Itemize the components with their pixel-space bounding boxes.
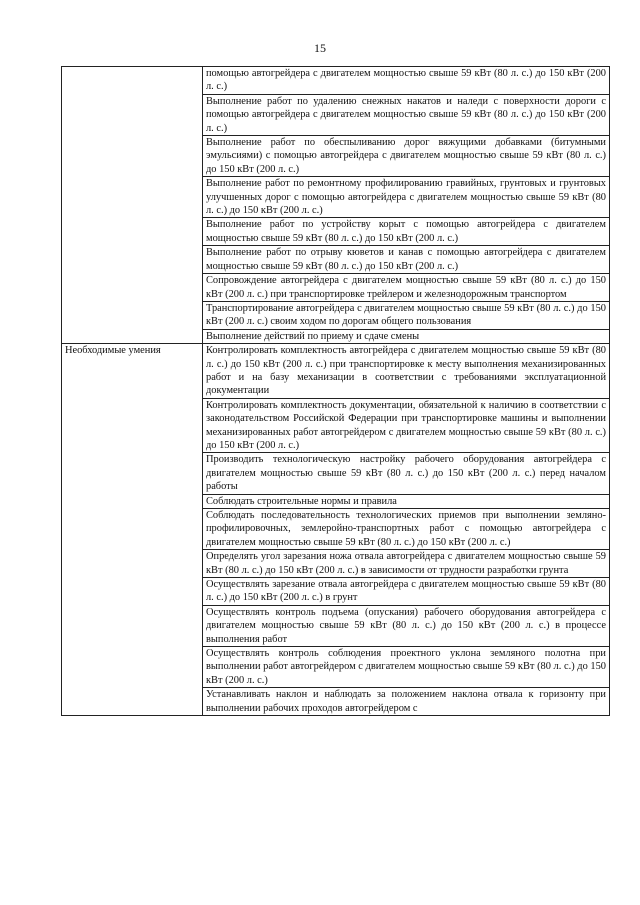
table-cell: Выполнение работ по удалению снежных накатов и наледи с поверхности дороги с помощью автогрейдера с двигателем мощностью свыше 59 кВт (80 л. с.) до 150 кВт (200 л. с.) [203,94,610,135]
table-cell: Контролировать комплектность документации, обязательной к наличию в соответствии с законодательством Российской Федерации при транспортировке машины и выполнении механизированных работ автогрейдером с двигателем мощностью свыше 59 кВт (80 л. с.) до 150 кВт (200 л. с.) [203,398,610,453]
skills-label: Необходимые умения [62,344,203,716]
table-cell: Определять угол зарезания ножа отвала автогрейдера с двигателем мощностью свыше 59 кВт (80 л. с.) до 150 кВт (200 л. с.) в зависимости от трудности разработки грунта [203,550,610,578]
table-cell: Выполнение работ по ремонтному профилированию гравийных, грунтовых и грунтовых улучшенных дорог с помощью автогрейдера с двигателем мощностью свыше 59 кВт (80 л. с.) до 150 кВт (200 л. с.) [203,177,610,218]
table-cell: Сопровождение автогрейдера с двигателем мощностью свыше 59 кВт (80 л. с.) до 150 кВт (200 л. с.) при транспортировке трейлером и железнодорожным транспортом [203,274,610,302]
table-cell: Производить технологическую настройку рабочего оборудования автогрейдера с двигателем мощностью свыше 59 кВт (80 л. с.) до 150 кВт (200 л. с.) перед началом работы [203,453,610,494]
table-cell: Устанавливать наклон и наблюдать за положением наклона отвала к горизонту при выполнении рабочих проходов автогрейдером с [203,688,610,716]
label-cell-empty [62,67,203,344]
table-cell: Осуществлять зарезание отвала автогрейдера с двигателем мощностью свыше 59 кВт (80 л. с.) до 150 кВт (200 л. с.) в грунт [203,578,610,606]
table-cell: Контролировать комплектность автогрейдера с двигателем мощностью свыше 59 кВт (80 л. с.) до 150 кВт (200 л. с.) при транспортировке к месту выполнения механизированных работ и на базу механизации в соответствии с требованиями эксплуатационной документации [203,344,610,399]
table-row [62,344,610,399]
table-cell: Транспортирование автогрейдера с двигателем мощностью свыше 59 кВт (80 л. с.) до 150 кВт (200 л. с.) своим ходом по дорогам общего пользования [203,301,610,329]
requirements-table [61,66,610,716]
table-cell: Соблюдать строительные нормы и правила [203,494,610,508]
table-cell: Выполнение действий по приему и сдаче смены [203,329,610,343]
table-cell: Выполнение работ по обеспыливанию дорог вяжущими добавками (битумными эмульсиями) с помощью автогрейдера с двигателем мощностью свыше 59 кВт (80 л. с.) до 150 кВт (200 л. с.) [203,136,610,177]
table-cell: Осуществлять контроль подъема (опускания) рабочего оборудования автогрейдера с двигателем мощностью свыше 59 кВт (80 л. с.) до 150 кВт (200 л. с.) в процессе выполнения работ [203,605,610,646]
page-number: 15 [314,41,326,55]
table-cell: Осуществлять контроль соблюдения проектного уклона земляного полотна при выполнении работ автогрейдером с двигателем мощностью свыше 59 кВт (80 л. с.) до 150 кВт (200 л. с.) [203,647,610,688]
table-cell: Выполнение работ по устройству корыт с помощью автогрейдера с двигателем мощностью свыше 59 кВт (80 л. с.) до 150 кВт (200 л. с.) [203,218,610,246]
table-row [62,67,610,95]
table-cell: помощью автогрейдера с двигателем мощностью свыше 59 кВт (80 л. с.) до 150 кВт (200 л. с.) [203,67,610,95]
table-cell: Соблюдать последовательность технологических приемов при выполнении земляно-профилировочных, землеройно-транспортных работ с помощью автогрейдера с двигателем мощностью свыше 59 кВт (80 л. с.) до 150 кВт (200 л. с.) [203,509,610,550]
table-cell: Выполнение работ по отрыву кюветов и канав с помощью автогрейдера с двигателем мощностью свыше 59 кВт (80 л. с.) до 150 кВт (200 л. с.) [203,246,610,274]
